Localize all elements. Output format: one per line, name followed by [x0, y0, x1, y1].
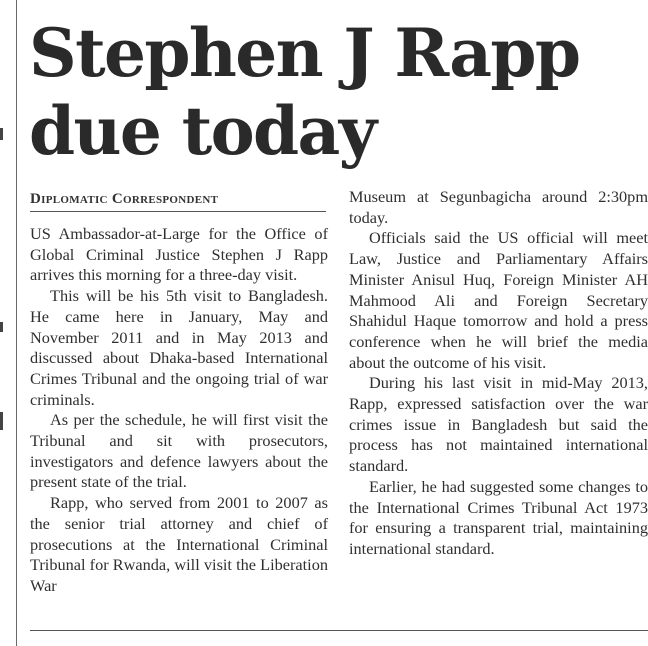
margin-mark: [0, 322, 3, 332]
bottom-rule: [30, 630, 648, 631]
paragraph: During his last visit in mid-May 2013, Rapp, expressed satisfaction over the war crimes issue in Bangladesh but said the process has not maintained international standard.: [349, 373, 648, 476]
paragraph: Museum at Segunbagicha around 2:30pm today.: [349, 187, 648, 227]
paragraph: As per the schedule, he will first visit the Tribunal and sit with prosecutors, investigators and defence lawyers about the present state of the trial.: [30, 410, 328, 492]
paragraph: US Ambassador-at-Large for the Office of Global Criminal Justice Stephen J Rapp arrives this morning for a three-day visit.: [30, 224, 328, 285]
headline-line-1: Stephen J Rapp: [29, 14, 580, 92]
paragraph: Earlier, he had suggested some changes to the International Crimes Tribunal Act 1973 for ensuring a transparent trial, maintaining international standard.: [349, 476, 648, 558]
article-column-right: [349, 187, 648, 560]
paragraph: Officials said the US official will meet Law, Justice and Parliamentary Affairs Minister Anisul Huq, Foreign Minister AH Mahmood Ali and Foreign Secretary Shahidul Haque tomorrow and hold a press conference when he will brief the media about the outcome of his visit.: [349, 228, 648, 372]
headline-line-2: due today: [29, 92, 376, 170]
column-divider-left: [16, 0, 17, 646]
headline: [29, 14, 579, 170]
paragraph: This will be his 5th visit to Bangladesh. He came here in January, May and November 2011 and in May 2013 and discussed about Dhaka-based International Crimes Tribunal and the ongoing trial of war criminals.: [30, 286, 328, 409]
margin-mark: [0, 128, 3, 140]
byline: Diplomatic Correspondent: [30, 189, 326, 212]
paragraph: Rapp, who served from 2001 to 2007 as the senior trial attorney and chief of prosecutions at the International Criminal Tribunal for Rwanda, will visit the Liberation War: [30, 493, 328, 595]
article-column-left: [30, 224, 328, 597]
margin-mark: [0, 412, 3, 430]
